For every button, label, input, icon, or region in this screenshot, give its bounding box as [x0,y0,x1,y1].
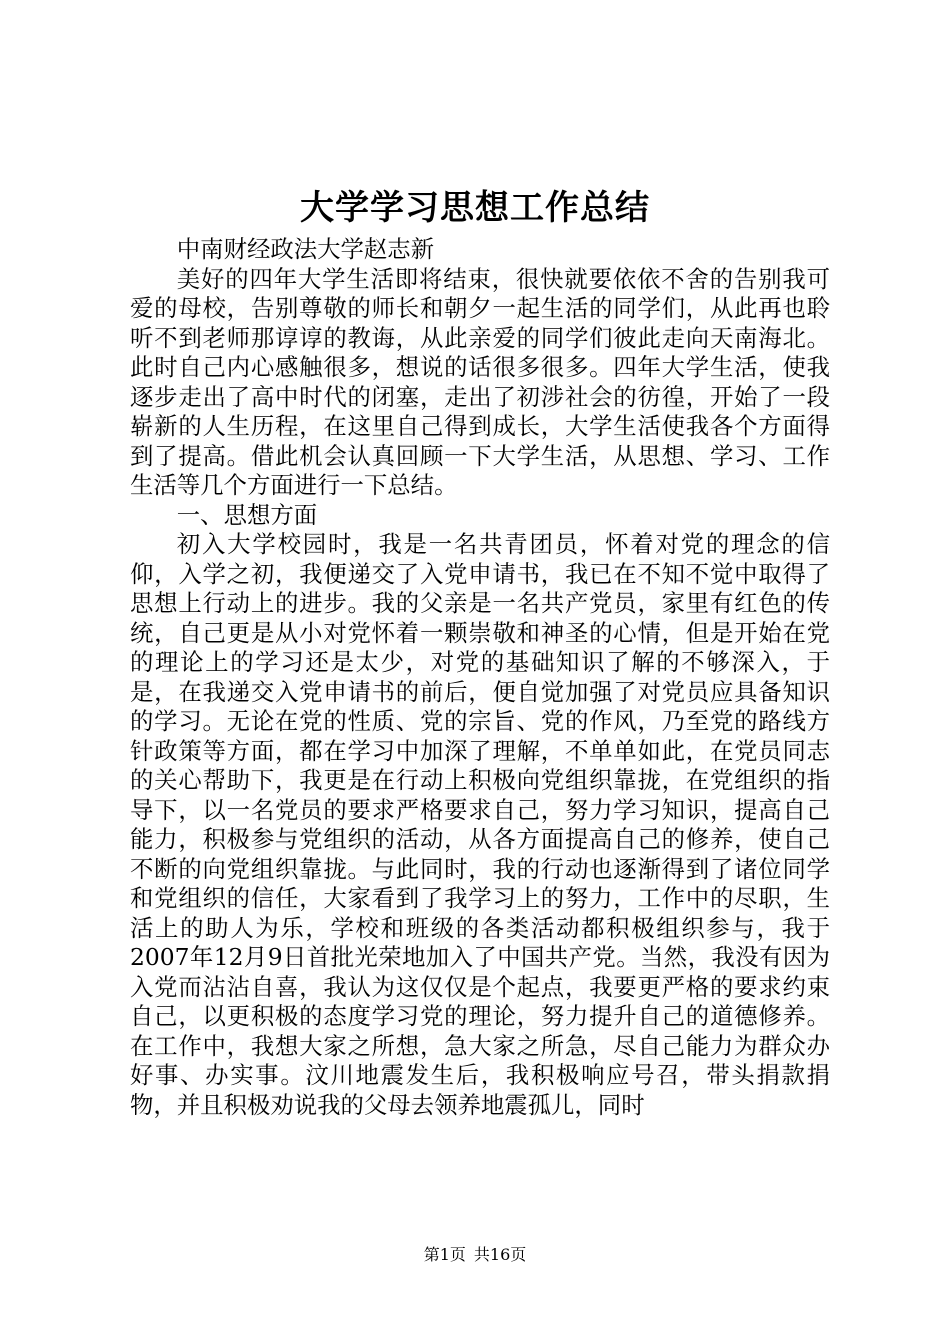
page-total: 共16页 [473,1245,527,1264]
byline: 中南财经政法大学赵志新 [176,235,435,263]
section-heading-thought: 一、思想方面 [176,500,318,529]
document-body [130,235,830,1120]
document-title: 大学学习思想工作总结 [300,188,650,228]
paragraph-intro: 美好的四年大学生活即将结束，很快就要依依不舍的告别我可爱的母校，告别尊敬的师长和朝夕一起生活的同学们，从此再也聆听不到老师那谆谆的教诲，从此亲爱的同学们彼此走向天南海北。此时自己内心感触很多，想说的话很多很多。四年大学生活，使我逐步走出了高中时代的闭塞，走出了初涉社会的彷徨，开始了一段崭新的人生历程，在这里自己得到成长，大学生活使我各个方面得到了提高。借此机会认真回顾一下大学生活，从思想、学习、工作生活等几个方面进行一下总结。 [130,264,830,499]
page-number: 第1页 [423,1245,466,1264]
paragraph-thought: 初入大学校园时，我是一名共青团员，怀着对党的理念的信仰，入学之初，我便递交了入党申请书，我已在不知不觉中取得了思想上行动上的进步。我的父亲是一名共产党员，家里有红色的传统，自己更是从小对党怀着一颗崇敬和神圣的心情，但是开始在党的理论上的学习还是太少，对党的基础知识了解的不够深入，于是，在我递交入党申请书的前后，便自觉加强了对党员应具备知识的学习。无论在党的性质、党的宗旨、党的作风，乃至党的路线方针政策等方面，都在学习中加深了理解，不单单如此，在党员同志的关心帮助下，我更是在行动上积极向党组织靠拢，在党组织的指导下，以一名党员的要求严格要求自己，努力学习知识，提高自己能力，积极参与党组织的活动，从各方面提高自己的修养，使自己不断的向党组织靠拢。与此同时，我的行动也逐渐得到了诸位同学和党组织的信任，大家看到了我学习上的努力，工作中的尽职，生活上的助人为乐，学校和班级的各类活动都积极组织参与，我于2007年12月9日首批光荣地加入了中国共产党。当然，我没有因为入党而沾沾自喜，我认为这仅仅是个起点，我要更严格的要求约束自己，以更积极的态度学习党的理论，努力提升自己的道德修养。在工作中，我想大家之所想，急大家之所急，尽自己能力为群众办好事、办实事。汶川地震发生后，我积极响应号召，带头捐款捐物，并且积极劝说我的父母去领养地震孤儿，同时 [130,530,830,1119]
page-footer [0,1243,950,1267]
